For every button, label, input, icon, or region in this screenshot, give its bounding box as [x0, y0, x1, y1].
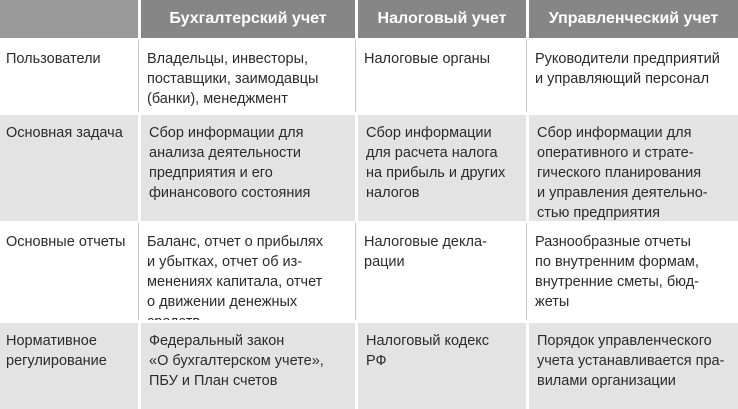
cell-regulation-tax: Налоговый кодекс РФ [355, 320, 526, 409]
header-accounting: Бухгалтерский учет [138, 0, 355, 38]
header-management: Управленческий учет [526, 0, 738, 38]
cell-task-management: Сбор информации для оперативного и страте- гического планирования и управления деятельно- стью предприятия [526, 112, 738, 221]
cell-reports-accounting: Баланс, отчет о прибылях и убытках, отчет об из- менениях капитала, отчет о движении денежных [138, 221, 355, 320]
cell-reports-management: Разнообразные отчеты по внутренним формам, внутренние сметы, бюд- жеты [526, 221, 738, 320]
cell-users-accounting: Владельцы, инвесторы, поставщики, заимодавцы (банки), менеджмент [138, 38, 355, 112]
row-label-regulation: Нормативное регулирование [0, 320, 138, 409]
cell-task-accounting: Сбор информации для анализа деятельности предприятия и его финансового состояния [138, 112, 355, 221]
cell-regulation-accounting: Федеральный закон «О бухгалтерском учете», ПБУ и План счетов [138, 320, 355, 409]
row-label-main-task: Основная задача [0, 112, 138, 221]
row-label-reports: Основные отчеты [0, 221, 138, 320]
cell-users-tax: Налоговые органы [355, 38, 526, 112]
row-label-users: Пользователи [0, 38, 138, 112]
header-tax: Налоговый учет [355, 0, 526, 38]
cell-users-management: Руководители предприятий и управляющий персонал [526, 38, 738, 112]
cell-task-tax: Сбор информации для расчета налога на прибыль и других налогов [355, 112, 526, 221]
cell-regulation-management: Порядок управленческого учета устанавливается пра- вилами организации [526, 320, 738, 409]
cell-reports-tax: Налоговые декла- рации [355, 221, 526, 320]
header-corner [0, 0, 138, 38]
